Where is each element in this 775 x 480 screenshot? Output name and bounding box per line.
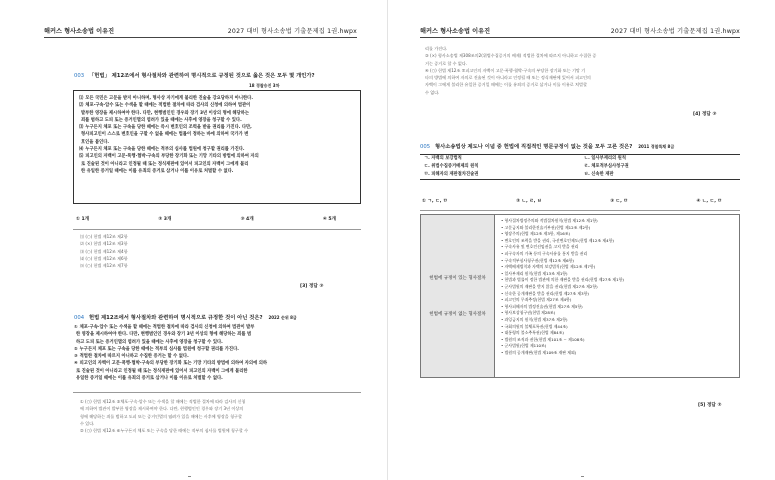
question-5 — [420, 143, 674, 151]
question-5-options-grid — [420, 154, 740, 180]
question-source: 18 경찰승진 3차 — [249, 83, 280, 88]
option-line — [74, 339, 364, 346]
solution-line: ⑸ (○) 헌법 제12조 제7항 — [80, 263, 128, 269]
option-text: 적법한 절차에 따르지 아니하고 수집한 증거는 할 수 없다. — [79, 354, 189, 360]
solution-line: ⑷ (○) 헌법 제12조 제6항 — [80, 255, 128, 261]
statement-text: 죄를 범하고 도피 또는 증거인멸의 염려가 있을 때에는 사후에 영장을 청구할 수 있다. — [81, 117, 242, 123]
table-row: • 구속적부심사청구권(헌법 제12조 제6항) — [501, 258, 733, 265]
statement-text: 체포·구속·압수 또는 수색을 할 때에는 적법한 절차에 따라 검사의 신청에 의하여 법관이 — [85, 103, 251, 109]
statement-marker: ⑶ — [79, 125, 84, 131]
grid-cell: ㄱ. 자백의 보강법칙 — [424, 156, 462, 161]
statement-line — [79, 153, 355, 160]
solution-line: ③ (×) 형사소송법 제308조의2(위법수집증거의 배제) 적법한 절차에 따르지 아니하고 수집한 증 — [425, 53, 597, 59]
statement-line — [79, 117, 355, 124]
grid-cell: ㄴ. 일사부재리의 원칙 — [584, 156, 626, 161]
option-text: 하고 도피 또는 증거인멸의 염려가 있을 때에는 사후에 영장을 청구할 수 있다. — [76, 339, 223, 345]
answer-choices — [76, 216, 336, 222]
page-footer — [188, 476, 191, 477]
choice-option[interactable]: ① 1개 — [76, 217, 90, 222]
question-text: 형사소송법상 제도나 이념 중 헌법에 직접적인 명문규정이 없는 것을 모두 고른 것은? — [434, 144, 633, 150]
statement-line — [79, 146, 355, 153]
statement-line — [79, 131, 355, 138]
answer-label: [5] 정답 ② — [698, 403, 722, 408]
option-text: 누구든지 체포 또는 구속을 당한 때에는 적부의 심사를 법원에 청구할 권리를 가진다. — [79, 346, 239, 352]
option-marker: ② — [74, 346, 78, 352]
statement-text: 누구든지 체포 또는 구속을 당한 때에는 적부의 심사를 법원에 청구할 권리를 가진다. — [85, 147, 245, 153]
solution-line: 타의 방법에 의하여 자의로 진술된 것이 아니라고 인정될 때 또는 정식재판에 있어서 피고인의 — [425, 75, 591, 81]
solution-line: 에 의하여 법관이 발부한 영장을 제시하여야 한다. 다만, 현행범인인 경우와 장기 3년 이상의 — [80, 406, 244, 412]
question-number: 005 — [420, 144, 431, 150]
table-row: • 피구속자의 가족 등의 구속사유를 통지 받을 권리 — [501, 251, 733, 258]
solution — [80, 398, 370, 434]
choice-option[interactable]: ② 3개 — [158, 217, 172, 222]
option-text: 유일한 증거일 때에는 이를 유죄의 증거로 삼거나 이를 이유로 처벌할 수 없다. — [76, 376, 223, 382]
statement-text: 한 유일한 증거일 때에는 이를 유죄의 증거로 삼거나 이를 이유로 처벌할 수 없다. — [81, 168, 234, 174]
choice-option[interactable]: ③ ㄷ, ㅁ — [610, 199, 628, 204]
statement-marker: ⑴ — [79, 96, 84, 101]
table-row: • 형사피해자의 법정진술권(헌법 제27조 제5항) — [501, 304, 733, 311]
answer-label: [3] 정답 ③ — [300, 284, 324, 289]
comparison-table — [420, 214, 740, 378]
solution-continued — [425, 45, 735, 96]
option-marker: ③ — [74, 354, 78, 360]
statement-text: 형사피고인이 스스로 변호인을 구할 수 없을 때에는 법률이 정하는 바에 의하여 국가가 변 — [81, 132, 249, 138]
question-text: 「헌법」 제12조에서 형사절차와 관련하여 명시적으로 규정된 것으로 옳은 것은 모두 몇 개인가? — [88, 73, 315, 79]
solution-line: 수 없다. — [425, 89, 440, 95]
option-line — [74, 346, 364, 353]
statement-line — [79, 124, 355, 131]
question-number: 003 — [74, 73, 85, 79]
table-row: • 국회의원의 불체포특권(헌법 제44조) — [501, 324, 733, 331]
table-head-1: 헌법에 규정이 있는 형사절차 — [429, 276, 486, 281]
option-text: 피고인의 자백이 고문·폭행·협박·구속의 부당한 장기화 또는 기망 기타의 방법에 의하여 자의에 의하 — [79, 361, 268, 367]
statement-marker: ⑵ — [79, 103, 84, 109]
option-line — [74, 368, 364, 375]
statement-text: 모든 국민은 고문을 받지 아니하며, 형사상 자기에게 불리한 진술을 강요당하지 아니한다. — [85, 96, 253, 101]
header-filename: 2027 대비 형사소송법 기출문제집 1권.hwpx — [610, 28, 740, 35]
table-row: • 군사법원(헌법 제110조) — [501, 343, 733, 350]
table-body — [495, 215, 739, 377]
header-title: 해커스 형사소송법 이유진 — [420, 28, 491, 35]
statement-line — [79, 110, 355, 117]
divider — [73, 229, 361, 230]
option-line — [74, 360, 364, 367]
question-text: 헌법 제12조에서 형사절차와 관련하여 명시적으로 규정한 것이 아닌 것은? — [88, 315, 263, 321]
option-text: 체포·구속·압수 또는 수색을 할 때에는 적법한 절차에 따라 검사의 신청에 의하여 법관이 발부 — [79, 325, 255, 330]
divider — [420, 210, 740, 211]
grid-cell: ㄹ. 체포적부심사청구권 — [584, 164, 629, 169]
solution-line: 수 있다. — [80, 420, 95, 426]
table-row: • 일사부재리 원칙(헌법 제13조 제1항) — [501, 271, 733, 278]
solution-line: ⑵ (×) 헌법 제12조 제3항 — [80, 241, 128, 247]
table-row: • 신속한 공개재판을 받을 권리(헌법 제27조 제3항) — [501, 291, 733, 298]
grid-cell: ㅁ. 피해자의 재판절차진술권 — [424, 172, 479, 177]
page-header — [44, 24, 357, 38]
option-marker: ④ — [74, 361, 78, 367]
table-row: • 고문금지와 불리한진술거부권(헌법 제12조 제2항) — [501, 225, 733, 232]
statement-text: 발부한 영장을 제시하여야 한다. 다만, 현행범인인 경우와 장기 3년 이상의 형에 해당하는 — [81, 110, 249, 116]
table-row: • 형사보상청구권(헌법 제28조) — [501, 310, 733, 317]
table-row: • 구속사유 및 변호인선임권을 고지 받을 권리 — [501, 244, 733, 251]
table-head — [421, 215, 495, 377]
statement-marker: ⑷ — [79, 147, 84, 153]
solution-line: ① (○) 헌법 제12조 ③체포·구속·압수 또는 수색을 할 때에는 적법한 절차에 따라 검사의 신청 — [80, 399, 246, 404]
solution-line: ⑴ (○) 헌법 제12조 제2항 — [80, 234, 128, 239]
statement-line — [79, 161, 355, 168]
right-page — [388, 0, 775, 480]
header-filename: 2027 대비 형사소송법 기출문제집 1권.hwpx — [227, 28, 357, 35]
table-row: • 법원의 조직과 권한(헌법 제101조 ~ 제108조) — [501, 337, 733, 344]
table-row: • 헌법과 법률이 정한 법관에 의한 재판을 받을 권리(헌법 제27조 제1항) — [501, 277, 733, 284]
statement-text: 누구든지 체포 또는 구속을 당한 때에는 즉시 변호인의 조력을 받을 권리를 가진다. 다만, — [85, 125, 252, 131]
table-row: • 과잉금지의 원칙(헌법 제37조 제2항) — [501, 317, 733, 324]
question-4-options — [74, 324, 364, 382]
choice-option[interactable]: ④ 5개 — [322, 217, 336, 222]
answer-label: [4] 정답 ③ — [693, 112, 717, 117]
statement-marker: ⑸ — [79, 154, 84, 160]
solution-line: 형에 해당하는 죄를 범하고 도피 또는 증거인멸의 염려가 있을 때에는 사후에 영장을 청구할 — [80, 413, 242, 419]
question-source: 2011 경찰특채 8급 — [638, 144, 675, 149]
choice-option[interactable]: ④ ㄴ, ㄷ, ㅁ — [696, 199, 722, 204]
divider — [73, 392, 361, 393]
solution-line: ④ (○) 헌법 제12조 ⑦피고인의 자백이 고문·폭행·협박·구속의 부당한 장기화 또는 기망 기 — [425, 67, 586, 73]
solution-line: ② (○) 헌법 제12조 ⑥누구든지 체포 또는 구속을 당한 때에는 적부의 심사를 법원에 청구할 수 — [80, 428, 249, 434]
question-number: 004 — [74, 315, 85, 321]
header-title: 해커스 형사소송법 이유진 — [44, 28, 115, 35]
choice-option[interactable]: ① ㄱ, ㄷ, ㅁ — [422, 199, 448, 204]
option-marker: ① — [74, 325, 78, 330]
table-row: • 군사법원의 재판을 받지 않을 권리(헌법 제27조 제2항) — [501, 284, 733, 291]
table-row: • 형사절차법정주의와 적법절차원칙(헌법 제12조 제1항) — [501, 218, 733, 225]
table-row: • 대통령의 불소추특권(헌법 제84조) — [501, 330, 733, 337]
option-line — [74, 331, 364, 338]
statement-text: 피고인의 자백이 고문·폭행·협박·구속의 부당한 장기화 또는 기망 기타의 방법에 의하여 자의 — [85, 154, 259, 160]
question-source: 2022 순위 8급 — [268, 315, 297, 320]
solution-line: 리를 가진다. — [425, 46, 448, 51]
statement-line — [79, 102, 355, 109]
option-line — [74, 324, 364, 331]
solution-line: 자백이 그에게 불리한 유일한 증거일 때에는 이를 유죄의 증거로 삼거나 이를 이유로 처벌할 — [425, 82, 587, 88]
page-footer — [581, 476, 584, 477]
question-4 — [74, 314, 297, 322]
statement-line — [79, 95, 355, 102]
option-line — [74, 353, 364, 360]
solution-line: ⑶ (○) 헌법 제12조 제4항 — [80, 248, 128, 254]
solution-line: 거는 증거로 할 수 없다. — [425, 60, 468, 66]
grid-cell: ㅂ. 신속한 재판 — [584, 172, 614, 177]
statement-line — [79, 168, 355, 175]
choice-option[interactable]: ③ 4개 — [240, 217, 254, 222]
statement-text: 로 진술된 것이 아니라고 인정될 때 또는 정식재판에 있어서 피고인의 자백이 그에게 불리 — [81, 161, 249, 167]
table-row: • 법원의 공개재판(헌법 제109조 재판 제외) — [501, 350, 733, 357]
option-line — [74, 375, 364, 382]
option-text: 로 진술된 것이 아니라고 인정될 때 또는 정식재판에 있어서 피고인의 자백이 그에게 불리한 — [76, 368, 248, 374]
solution — [80, 233, 128, 269]
table-head-2: 헌법에 규정이 없는 형사절차 — [429, 312, 486, 317]
choice-option[interactable]: ② ㄴ, ㄹ, ㅂ — [516, 199, 542, 204]
question-3-box — [73, 90, 361, 204]
page-header — [420, 24, 740, 38]
question-3 — [74, 73, 315, 80]
table-row: • 피고인의 무죄추정(헌법 제27조 제4항) — [501, 297, 733, 304]
statement-line — [79, 139, 355, 146]
grid-cell: ㄷ. 위법수집증거배제의 원칙 — [424, 164, 479, 169]
table-row: • 영장주의(헌법 제12조 제3항, 제16조) — [501, 231, 733, 238]
table-row: • 변호인의 조력을 받을 권리, 국선변호인제도(헌법 제12조 제4항) — [501, 238, 733, 245]
table-row: • 자백배제법칙과 자백의 보강법칙(헌법 제12조 제7항) — [501, 264, 733, 271]
option-text: 한 영장을 제시하여야 한다. 다만, 현행범인인 경우와 장기 3년 이상의 형에 해당하는 죄를 범 — [76, 332, 252, 338]
statement-text: 호인을 붙인다. — [81, 139, 110, 145]
left-page — [0, 0, 387, 480]
answer-choices — [422, 198, 722, 204]
